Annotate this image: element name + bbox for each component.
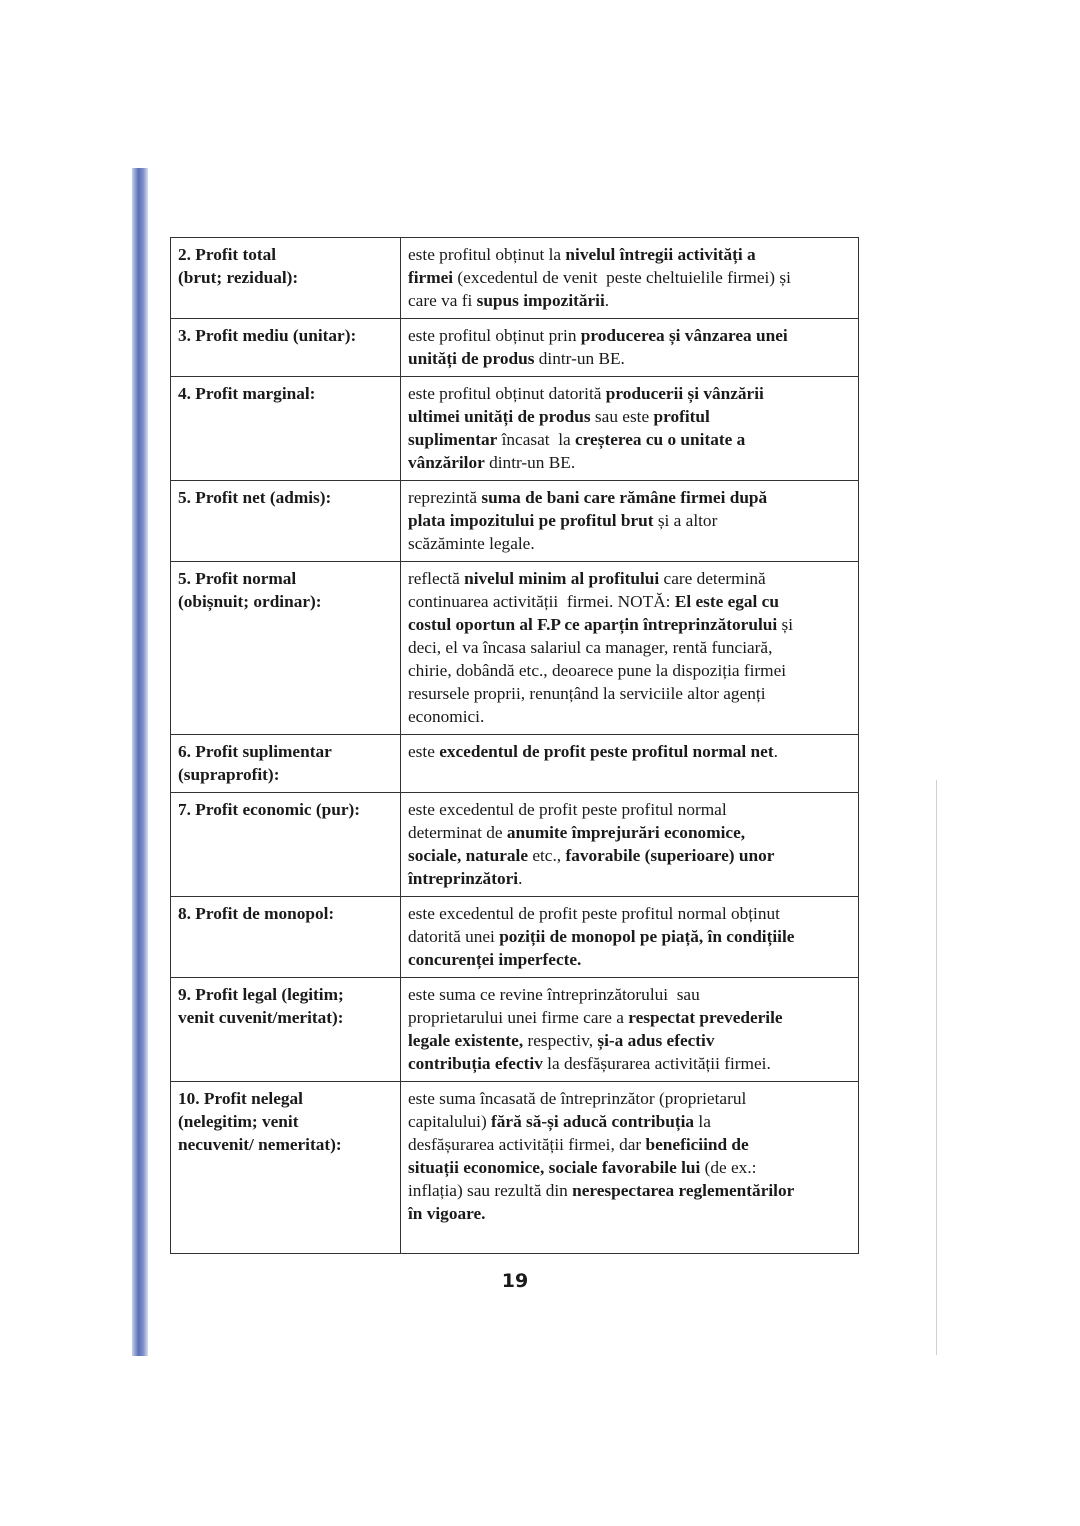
definition-line xyxy=(408,1202,851,1225)
text: determinat de xyxy=(408,823,507,842)
text: . xyxy=(604,291,610,310)
bold-text: și-a adus efectiv xyxy=(597,1031,715,1050)
profit-term xyxy=(171,735,401,793)
definition-line xyxy=(408,1110,851,1133)
definition-line xyxy=(408,948,851,971)
text: dintr-un BE. xyxy=(484,453,576,472)
definition-line xyxy=(408,486,851,509)
definition-line xyxy=(408,705,851,728)
definition-line xyxy=(408,266,851,289)
profit-definition xyxy=(401,562,859,735)
profit-definition xyxy=(401,319,859,377)
definition-line xyxy=(408,740,851,763)
term-line: 10. Profit nelegal xyxy=(178,1089,303,1108)
definition-line xyxy=(408,382,851,405)
definition-line xyxy=(408,243,851,266)
definition-line xyxy=(408,1006,851,1029)
text: încasat la xyxy=(497,430,576,449)
text: este profitul obținut la xyxy=(408,245,566,264)
table-row xyxy=(171,793,859,897)
bold-text: firmei xyxy=(408,268,454,287)
text: scăzăminte legale. xyxy=(408,534,535,553)
bold-text: nerespectarea reglementărilor xyxy=(572,1181,795,1200)
definition-line xyxy=(408,451,851,474)
definition-line xyxy=(408,682,851,705)
definition-line xyxy=(408,902,851,925)
text: respectiv, xyxy=(523,1031,598,1050)
text: desfășurarea activității firmei, dar xyxy=(408,1135,646,1154)
text: care va fi xyxy=(408,291,477,310)
bold-text: ultimei unități de produs xyxy=(408,407,591,426)
bold-text: suplimentar xyxy=(408,430,498,449)
table-row xyxy=(171,562,859,735)
profit-term xyxy=(171,793,401,897)
text: sau este xyxy=(590,407,654,426)
text: chirie, dobândă etc., deoarece pune la dispoziția firmei xyxy=(408,661,787,680)
bold-text: favorabile (superioare) unor xyxy=(565,846,775,865)
profit-definition xyxy=(401,481,859,562)
term-line: 8. Profit de monopol: xyxy=(178,904,335,923)
table-row xyxy=(171,319,859,377)
term-line: necuvenit/ nemeritat): xyxy=(178,1135,342,1154)
profit-definition xyxy=(401,377,859,481)
text: este xyxy=(408,742,440,761)
definition-line xyxy=(408,590,851,613)
text: și xyxy=(777,615,794,634)
profit-definition xyxy=(401,897,859,978)
text: este suma încasată de întreprinzător (proprietarul xyxy=(408,1089,747,1108)
table-row xyxy=(171,238,859,319)
text: este profitul obținut datorită xyxy=(408,384,606,403)
bold-text: excedentul de profit peste profitul normal net xyxy=(439,742,774,761)
profit-term xyxy=(171,481,401,562)
term-line: (obișnuit; ordinar): xyxy=(178,592,322,611)
profit-term xyxy=(171,562,401,735)
term-line: 5. Profit normal xyxy=(178,569,297,588)
book-spine-edge xyxy=(132,168,148,1356)
bold-text: suma de bani care rămâne firmei după xyxy=(481,488,768,507)
definition-line xyxy=(408,1052,851,1075)
text: resursele proprii, renunțând la serviciile altor agenți xyxy=(408,684,766,703)
bold-text: contribuția efectiv xyxy=(408,1054,543,1073)
profit-term xyxy=(171,319,401,377)
text: capitalului) xyxy=(408,1112,492,1131)
text: dintr-un BE. xyxy=(534,349,625,368)
bold-text: producerii și vânzării xyxy=(605,384,764,403)
definition-line xyxy=(408,509,851,532)
profit-definition xyxy=(401,735,859,793)
definition-line xyxy=(408,983,851,1006)
term-line: 4. Profit marginal: xyxy=(178,384,316,403)
definition-line xyxy=(408,532,851,555)
bold-text: supus impozitării xyxy=(476,291,605,310)
text: deci, el va încasa salariul ca manager, rentă funciară, xyxy=(408,638,773,657)
page-number: 19 xyxy=(501,1270,529,1292)
profit-term xyxy=(171,238,401,319)
text: la xyxy=(694,1112,711,1131)
bold-text: beneficiind de xyxy=(645,1135,749,1154)
definition-line xyxy=(408,324,851,347)
text: reprezintă xyxy=(408,488,482,507)
definition-line xyxy=(408,1156,851,1179)
term-line: 7. Profit economic (pur): xyxy=(178,800,361,819)
bold-text: nivelul minim al profitului xyxy=(464,569,660,588)
bold-text: în vigoare. xyxy=(408,1204,486,1223)
text: este excedentul de profit peste profitul normal obținut xyxy=(408,904,780,923)
bold-text: El este egal cu xyxy=(674,592,779,611)
term-line: 9. Profit legal (legitim; xyxy=(178,985,344,1004)
bold-text: anumite împrejurări economice, xyxy=(506,823,746,842)
definition-line xyxy=(408,844,851,867)
bold-text: creșterea cu o unitate a xyxy=(575,430,746,449)
bold-text: nivelul întregii activități a xyxy=(565,245,756,264)
text: este profitul obținut prin xyxy=(408,326,581,345)
bold-text: plata impozitului pe profitul brut xyxy=(408,511,654,530)
bold-text: situații economice, sociale favorabile lui xyxy=(408,1158,701,1177)
term-line: (nelegitim; venit xyxy=(178,1112,299,1131)
table-row xyxy=(171,978,859,1082)
bold-text: poziții de monopol pe piață, în condițiile xyxy=(499,927,795,946)
bold-text: producerea și vânzarea unei xyxy=(580,326,788,345)
term-line: (supraprofit): xyxy=(178,765,280,784)
definition-line xyxy=(408,1133,851,1156)
table-row xyxy=(171,377,859,481)
profit-term xyxy=(171,377,401,481)
definition-line xyxy=(408,867,851,890)
text: etc., xyxy=(528,846,566,865)
bold-text: concurenței imperfecte. xyxy=(408,950,582,969)
term-line: 5. Profit net (admis): xyxy=(178,488,332,507)
text: continuarea activității firmei. NOTĂ: xyxy=(408,592,675,611)
bold-text: sociale, naturale xyxy=(408,846,528,865)
definition-line xyxy=(408,613,851,636)
text: . xyxy=(773,742,778,761)
term-line: (brut; rezidual): xyxy=(178,268,299,287)
text: economici. xyxy=(408,707,485,726)
bold-text: costul oportun al F.P ce aparțin întreprinzătorului xyxy=(408,615,778,634)
profit-definition xyxy=(401,978,859,1082)
text: (excedentul de venit peste cheltuielile firmei) și xyxy=(453,268,791,287)
definition-line xyxy=(408,567,851,590)
text: care determină xyxy=(659,569,766,588)
definition-line xyxy=(408,289,851,312)
definition-line xyxy=(408,1179,851,1202)
profit-definition xyxy=(401,793,859,897)
definition-line xyxy=(408,925,851,948)
text: inflația) sau rezultă din xyxy=(408,1181,573,1200)
bold-text: fără să-și aducă contribuția xyxy=(491,1112,695,1131)
profit-types-table xyxy=(170,237,859,1254)
text: este suma ce revine întreprinzătorului sau xyxy=(408,985,700,1004)
definition-line xyxy=(408,428,851,451)
text: proprietarului unei firme care a xyxy=(408,1008,629,1027)
table-row xyxy=(171,735,859,793)
term-line: 2. Profit total xyxy=(178,245,277,264)
profit-term xyxy=(171,1082,401,1254)
table-row xyxy=(171,1082,859,1254)
bold-text: profitul xyxy=(653,407,710,426)
profit-definition xyxy=(401,1082,859,1254)
text: reflectă xyxy=(408,569,465,588)
page-edge-line xyxy=(936,780,937,1355)
definition-line xyxy=(408,798,851,821)
table-row xyxy=(171,897,859,978)
bold-text: respectat prevederile xyxy=(628,1008,783,1027)
profit-term xyxy=(171,897,401,978)
text: datorită unei xyxy=(408,927,500,946)
bold-text: vânzărilor xyxy=(408,453,485,472)
term-line: venit cuvenit/meritat): xyxy=(178,1008,344,1027)
definition-line xyxy=(408,347,851,370)
definition-line xyxy=(408,636,851,659)
text: și a altor xyxy=(653,511,718,530)
bold-text: întreprinzători xyxy=(408,869,519,888)
term-line: 6. Profit suplimentar xyxy=(178,742,332,761)
text: (de ex.: xyxy=(700,1158,757,1177)
bold-text: unități de produs xyxy=(408,349,535,368)
text: la desfășurarea activității firmei. xyxy=(542,1054,771,1073)
text: . xyxy=(518,869,523,888)
profit-definition xyxy=(401,238,859,319)
definition-line xyxy=(408,1029,851,1052)
table-row xyxy=(171,481,859,562)
definition-line xyxy=(408,1087,851,1110)
bold-text: legale existente, xyxy=(408,1031,524,1050)
definition-line xyxy=(408,659,851,682)
definition-line xyxy=(408,821,851,844)
definition-line xyxy=(408,405,851,428)
text: este excedentul de profit peste profitul normal xyxy=(408,800,727,819)
term-line: 3. Profit mediu (unitar): xyxy=(178,326,357,345)
profit-term xyxy=(171,978,401,1082)
